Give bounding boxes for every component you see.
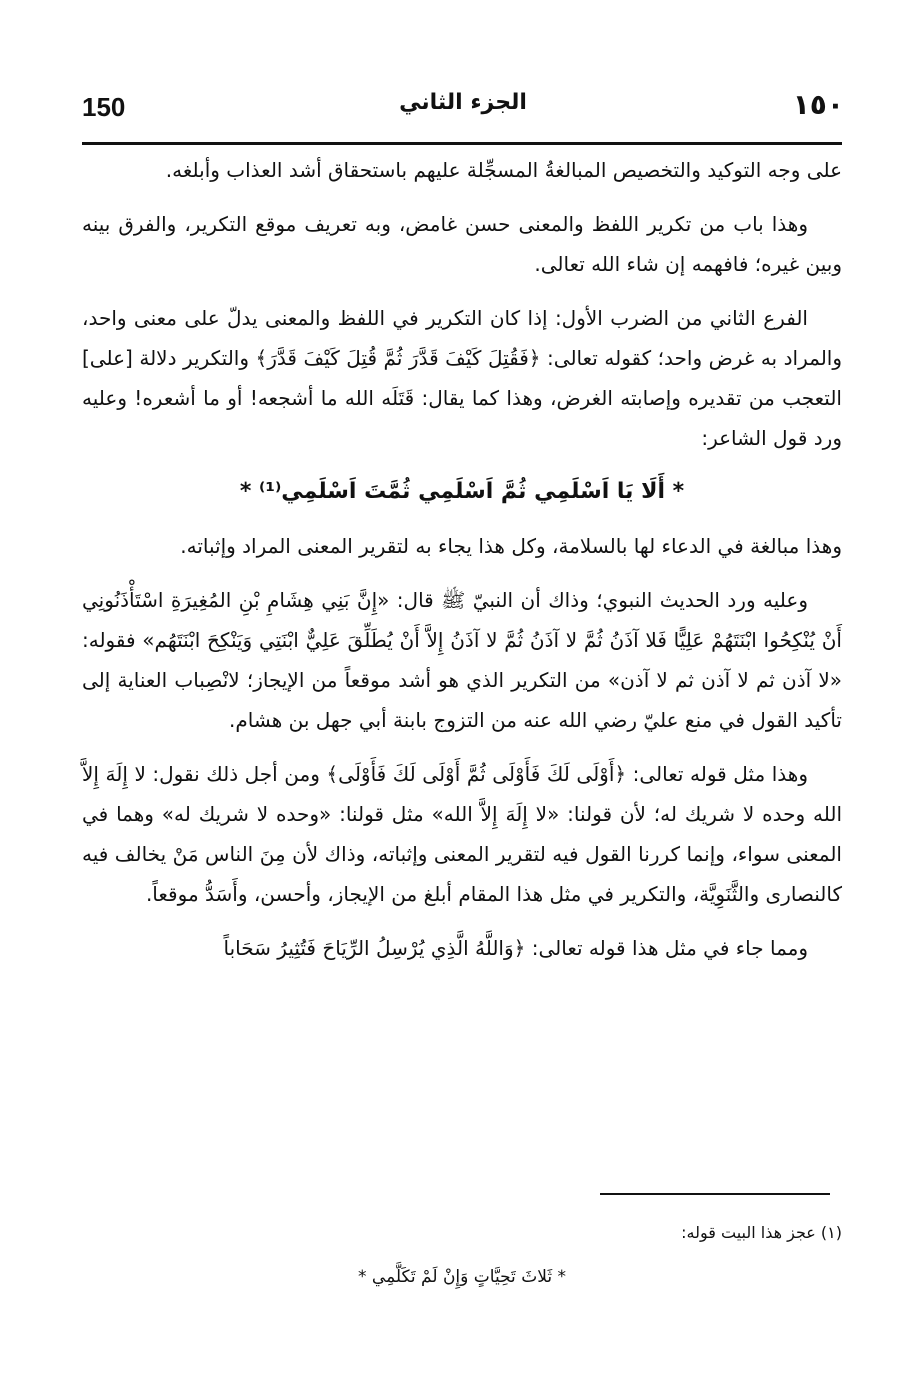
footnote-text: (١) عجز هذا البيت قوله: (681, 1223, 842, 1242)
running-title: الجزء الثاني (399, 90, 527, 115)
page-number-arabic: ١٥٠ (792, 88, 844, 121)
paragraph-5: وعليه ورد الحديث النبوي؛ وذاك أن النبيّ ﷺ قال: «إِنَّ بَنِي هِشَامِ بْنِ المُغِيرَةِ اسْتَأْذَنُونِي أَنْ يُنْكِحُوا ابْنَتَهُمْ عَلِيًّا فَلا آذَنُ ثُمَّ لا آذَنُ ثُمَّ لا آذَنُ إِلاَّ أَنْ يُطَلِّقَ عَلِيٌّ ابْنَتِي وَيَنْكِحَ ابْنَتَهُم» فقوله: «لا آذن ثم لا آذن ثم لا آذن» من التكرير الذي هو أشد موقعاً من الإيجاز؛ لانْصِباب العناية إلى تأكيد القول في منع عليّ رضي الله عنه من التزوج بابنة أبي جهل بن هشام. (82, 588, 842, 732)
paragraph-6: وهذا مثل قوله تعالى: ﴿أَوْلَى لَكَ فَأَوْلَى ثُمَّ أَوْلَى لَكَ فَأَوْلَى﴾ ومن أجل ذلك نقول: لا إِلَهَ إِلاَّ الله وحده لا شريك له؛ لأن قولنا: «لا إِلَهَ إِلاَّ الله» مثل قولنا: «وحده لا شريك له» وهما في المعنى سواء، وإنما كررنا القول فيه لتقرير المعنى وإثباته، وذاك لأن مِنَ الناس مَنْ يخالف فيه كالنصارى والثَّنَوِيَّة، والتكرير في مثل هذا المقام أبلغ من الإيجاز، وأحسن، وأَسَدُّ موقعاً. (82, 762, 842, 906)
paragraph-3: الفرع الثاني من الضرب الأول: إذا كان التكرير في اللفظ والمعنى يدلّ على معنى واحد، والمراد به غرض واحد؛ كقوله تعالى: ﴿فَقُتِلَ كَيْفَ قَدَّرَ ثُمَّ قُتِلَ كَيْفَ قَدَّرَ﴾ والتكرير دلالة [على] التعجب من تقديره وإصابته الغرض، وهذا كما يقال: قَتَلَه الله ما أشجعه! أو ما أشعره! وعليه ورد قول الشاعر: (82, 306, 842, 450)
paragraph-4: وهذا مبالغة في الدعاء لها بالسلامة، وكل هذا يجاء به لتقرير المعنى المراد وإثباته. (180, 534, 842, 558)
main-text (82, 150, 842, 982)
paragraph-7: ومما جاء في مثل هذا قوله تعالى: ﴿وَاللَّهُ الَّذِي يُرْسِلُ الرِّيَاحَ فَتُثِيرُ سَحَاباً (223, 936, 808, 960)
page-number-latin: 150 (82, 92, 126, 122)
page-header (82, 88, 844, 132)
paragraph-1: على وجه التوكيد والتخصيص المبالغةُ المسجِّلة عليهم باستحقاق أشد العذاب وأبلغه. (165, 158, 842, 182)
footnote (82, 1218, 842, 1292)
paragraph-2: وهذا باب من تكرير اللفظ والمعنى حسن غامض، وبه تعريف موقع التكرير، والفرق بينه وبين غيره؛ فافهمه إن شاء الله تعالى. (82, 212, 842, 276)
poetry-verse: * أَلَا يَا اَسْلَمِي ثُمَّ اَسْلَمِي ثُمَّتَ اَسْلَمِي⁽¹⁾ * (239, 479, 685, 504)
header-divider (82, 142, 842, 145)
footnote-verse: * ثَلاثَ تَحِيَّاتٍ وَإِنْ لَمْ تَكَلَّمِي * (358, 1267, 566, 1287)
footnote-divider (600, 1193, 830, 1195)
